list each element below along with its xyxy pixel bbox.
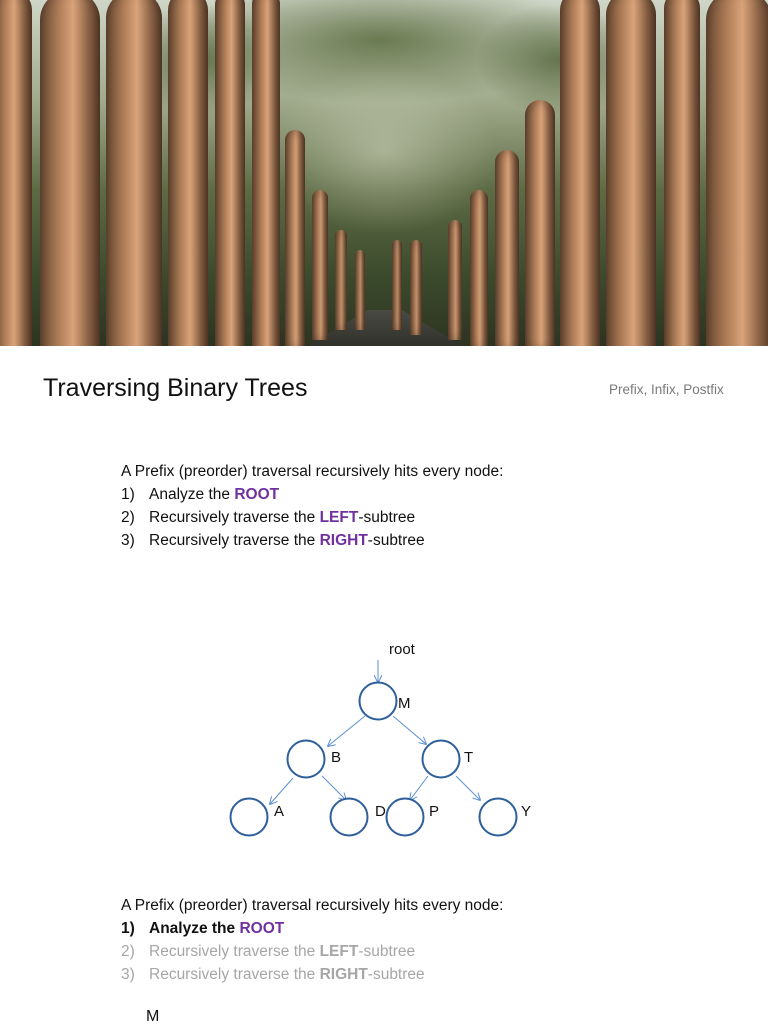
tree-trunk: [252, 0, 280, 346]
tree-node-t: [423, 741, 460, 778]
step-suffix: -subtree: [358, 509, 416, 526]
node-label-y: Y: [521, 803, 532, 820]
step-text: Recursively traverse the: [149, 966, 320, 983]
tree-trunk: [706, 0, 768, 346]
node-label-p: P: [429, 803, 440, 820]
step-keyword: RIGHT: [319, 532, 368, 549]
step-2: [121, 506, 503, 529]
edge-m-b: [328, 716, 365, 746]
tree-node-m: [360, 683, 397, 720]
step-number: 2): [121, 509, 135, 526]
tree-trunk: [470, 190, 488, 346]
traversal-steps-block: [121, 460, 503, 552]
tree-node-y: [480, 799, 517, 836]
node-label-d: D: [375, 803, 386, 820]
tree-trunk: [106, 0, 162, 346]
step-text: Recursively traverse the: [149, 532, 320, 549]
tree-trunk: [410, 240, 422, 335]
step-3-dimmed: [121, 963, 503, 986]
tree-trunk: [392, 240, 402, 330]
step-number: 1): [121, 486, 135, 503]
step-suffix: -subtree: [367, 532, 425, 549]
step-keyword: LEFT: [319, 943, 359, 960]
slide-title: Traversing Binary Trees: [43, 374, 308, 402]
next-tree-node-label: M: [146, 1008, 160, 1025]
step-suffix: -subtree: [358, 943, 416, 960]
tree-trunk: [355, 250, 365, 330]
header-photo-tree-avenue: [0, 0, 768, 346]
step-keyword: ROOT: [234, 486, 280, 503]
step-text: Recursively traverse the: [149, 943, 320, 960]
node-label-a: A: [274, 803, 285, 820]
node-label-t: T: [464, 749, 474, 766]
edge-t-p: [410, 776, 428, 800]
step-2-dimmed: [121, 940, 503, 963]
traversal-steps-block-highlighted: [121, 894, 503, 986]
tree-trunk: [285, 130, 305, 346]
binary-tree-diagram: [0, 620, 768, 860]
edge-b-a: [270, 778, 293, 804]
tree-trunk: [312, 190, 328, 340]
step-number: 3): [121, 532, 135, 549]
node-label-b: B: [331, 749, 342, 766]
step-suffix: -subtree: [367, 966, 425, 983]
root-label: root: [389, 641, 415, 658]
tree-trunk: [525, 100, 555, 346]
tree-trunk: [335, 230, 347, 330]
step-number: 1): [121, 920, 135, 937]
step-number: 2): [121, 943, 135, 960]
edge-b-d: [322, 776, 346, 800]
step-keyword: LEFT: [319, 509, 359, 526]
step-text: Recursively traverse the: [149, 509, 320, 526]
slide-subtitle: Prefix, Infix, Postfix: [609, 382, 724, 397]
tree-node-d: [331, 799, 368, 836]
step-text: Analyze the: [149, 920, 240, 937]
edge-t-y: [456, 776, 480, 800]
step-text: Analyze the: [149, 486, 235, 503]
tree-node-p: [387, 799, 424, 836]
step-keyword: RIGHT: [319, 966, 368, 983]
step-1: [121, 483, 503, 506]
tree-node-a: [231, 799, 268, 836]
traversal-intro: A Prefix (preorder) traversal recursively hits every node:: [121, 897, 504, 914]
traversal-intro: A Prefix (preorder) traversal recursively hits every node:: [121, 463, 504, 480]
tree-trunk: [168, 0, 208, 346]
tree-trunk: [40, 0, 100, 346]
tree-trunk: [560, 0, 600, 346]
step-3: [121, 529, 503, 552]
tree-trunk: [0, 0, 32, 346]
tree-trunk: [495, 150, 519, 346]
tree-trunk: [448, 220, 462, 340]
step-keyword: ROOT: [239, 920, 285, 937]
node-label-m: M: [398, 695, 411, 712]
tree-trunk: [215, 0, 245, 346]
tree-trunk: [606, 0, 656, 346]
step-number: 3): [121, 966, 135, 983]
tree-node-b: [288, 741, 325, 778]
step-1-active: [121, 917, 503, 940]
edge-m-t: [393, 716, 426, 744]
tree-trunk: [664, 0, 700, 346]
